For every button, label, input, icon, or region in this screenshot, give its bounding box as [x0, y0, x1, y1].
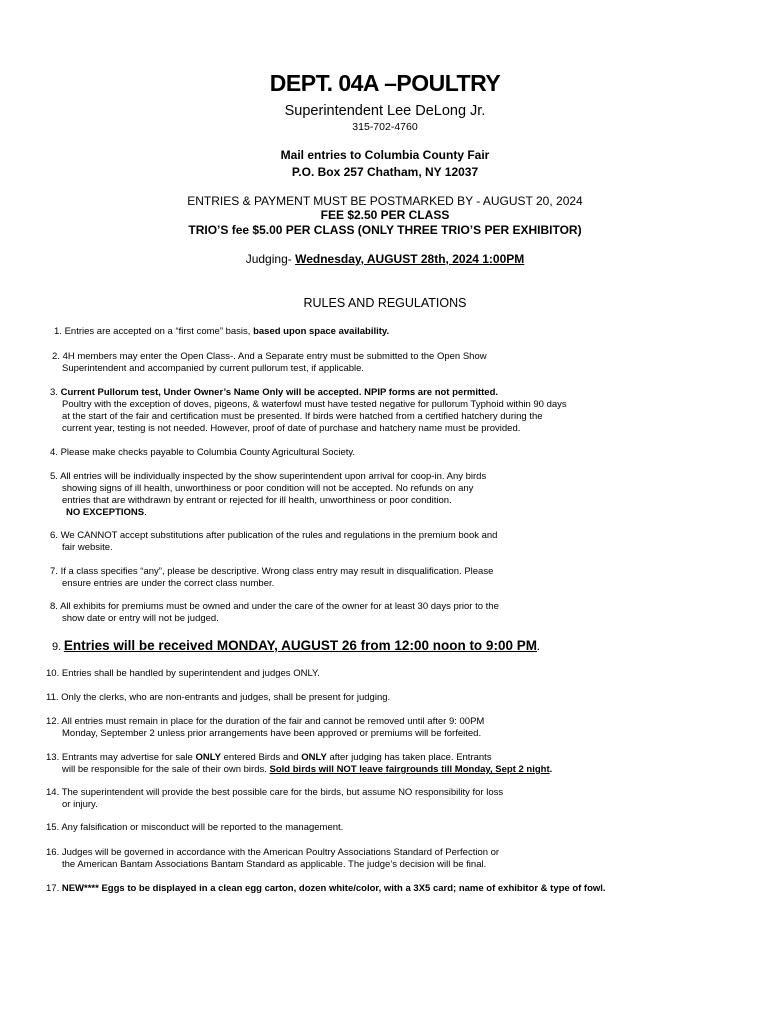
rule-text-cont: at the start of the fair and certification must be presented. If birds were hatched from a certified hatchery during the [62, 411, 543, 422]
rule-number: 11. [46, 692, 59, 703]
rule-11 [46, 692, 746, 704]
rule-text: All entries must remain in place for the duration of the fair and cannot be removed until after 9: 00PM [61, 716, 485, 727]
rule-text: Please make checks payable to Columbia County Agricultural Society. [60, 447, 356, 458]
rule-number: 12. [46, 716, 60, 727]
rule-text-cont: Superintendent and accompanied by current pullorum test, if applicable. [62, 363, 365, 374]
rule-text-cont: show date or entry will not be judged. [62, 613, 219, 624]
rule-text-cont: will be responsible for the sale of their own birds. [62, 764, 267, 775]
rule-2 [46, 351, 746, 375]
class-fee: FEE $2.50 PER CLASS [320, 208, 450, 222]
rule-text: Only the clerks, who are non-entrants and judges, shall be present for judging. [61, 692, 391, 703]
rule-17 [46, 883, 746, 895]
page-title: DEPT. 04A –POULTRY [269, 70, 501, 96]
rule-3 [46, 387, 746, 435]
rule-text: Entries are accepted on a “first come” basis, [64, 326, 251, 337]
rule-number: 13. [46, 752, 60, 763]
judging-label: Judging- [245, 252, 292, 266]
rule-16 [46, 847, 746, 871]
rule-text-cont: Poultry with the exception of doves, pigeons, & waterfowl must have tested negative for pullorum Typhoid within 90 days [62, 399, 567, 410]
rule-text: The superintendent will provide the best possible care for the birds, but assume NO responsibility for loss [61, 787, 504, 798]
rule-10 [46, 668, 746, 680]
rule-text: Entrants may advertise for sale [61, 752, 193, 763]
rule-text: entered Birds and [223, 752, 299, 763]
mail-entries-line: Mail entries to Columbia County Fair [280, 148, 490, 162]
rule-text: Entries shall be handled by superintendent and judges ONLY. [61, 668, 320, 679]
trio-fee: TRIO’S fee $5.00 PER CLASS (ONLY THREE TRIO’S PER EXHIBITOR) [188, 223, 582, 237]
rule-text-cont: fair website. [62, 542, 113, 553]
rule-number: 7. [50, 566, 58, 577]
rule-text: All exhibits for premiums must be owned and under the care of the owner for at least 30 days prior to the [60, 601, 499, 612]
rule-8 [46, 601, 746, 625]
rule-1 [46, 326, 746, 338]
rule-number: 6. [50, 530, 58, 541]
rule-text-cont: current year, testing is not needed. However, proof of date of purchase and hatchery name must be provided. [62, 423, 521, 434]
rule-number: 9. [52, 641, 62, 653]
rule-bold-text: Sold birds will NOT leave fairgrounds till Monday, Sept 2 night [269, 764, 550, 775]
rule-number: 16. [46, 847, 60, 858]
rule-9 [46, 637, 746, 656]
rule-number: 15. [46, 822, 60, 833]
rule-15 [46, 822, 746, 834]
rule-period: . [144, 507, 147, 518]
rule-bold-text: NEW**** Eggs to be displayed in a clean egg carton, dozen white/color, with a 3X5 card; name of exhibitor & type of fowl. [61, 883, 606, 894]
rule-bold-text: based upon space availability. [253, 326, 390, 337]
mail-address-line: P.O. Box 257 Chatham, NY 12037 [291, 165, 479, 179]
rule-text-cont: entries that are withdrawn by entrant or rejected for ill health, unworthiness or poor condition. [62, 495, 452, 506]
rule-period: . [536, 642, 540, 653]
rule-bold-text: Current Pullorum test, Under Owner’s Name Only will be accepted. NPIP forms are not permitted. [60, 387, 499, 398]
rule-bold-text: ONLY [195, 752, 221, 763]
rule-number: 5. [50, 471, 58, 482]
rule-text: If a class specifies “any”, please be descriptive. Wrong class entry may result in disqualification. Please [60, 566, 494, 577]
rule-number: 8. [50, 601, 58, 612]
rule-text-cont: or injury. [62, 799, 98, 810]
superintendent-name: Superintendent Lee DeLong Jr. [284, 103, 486, 119]
rule-text: All entries will be individually inspected by the show superintendent upon arrival for coop-in. Any birds [60, 471, 487, 482]
judging-line [0, 252, 770, 266]
rule-12 [46, 716, 746, 740]
rule-text: We CANNOT accept substitutions after publication of the rules and regulations in the premium book and [60, 530, 498, 541]
rule-bold-text: Entries will be received MONDAY, AUGUST 26 from 12:00 noon to 9:00 PM [63, 638, 537, 653]
rule-text: 4H members may enter the Open Class-. And a Separate entry must be submitted to the Open Show [62, 351, 487, 362]
rule-text: Judges will be governed in accordance with the American Poultry Associations Standard of Perfection or [61, 847, 500, 858]
postmark-deadline: ENTRIES & PAYMENT MUST BE POSTMARKED BY - AUGUST 20, 2024 [187, 194, 583, 208]
rule-bold-text: NO EXCEPTIONS [66, 507, 145, 518]
rule-number: 10. [46, 668, 60, 679]
rule-number: 17. [46, 883, 60, 894]
rule-5 [46, 471, 746, 519]
rule-number: 1. [54, 326, 62, 337]
rule-period: . [549, 764, 553, 775]
rule-bold-text: ONLY [301, 752, 327, 763]
phone-number: 315-702-4760 [352, 121, 418, 133]
rule-13 [46, 752, 746, 776]
rules-heading: RULES AND REGULATIONS [303, 296, 467, 310]
rule-text-cont: showing signs of ill health, unworthiness or poor condition will not be accepted. No refunds on any [62, 483, 474, 494]
rule-text-cont: the American Bantam Associations Bantam Standard as applicable. The judge’s decision will be final. [62, 859, 487, 870]
judging-date: Wednesday, AUGUST 28th, 2024 1:00PM [295, 252, 525, 266]
rule-14 [46, 787, 746, 811]
rule-text: after judging has taken place. Entrants [329, 752, 492, 763]
rule-text-cont: Monday, September 2 unless prior arrangements have been approved or premiums will be forfeited. [62, 728, 482, 739]
rule-number: 2. [52, 351, 60, 362]
rule-number: 3. [50, 387, 58, 398]
rule-7 [46, 566, 746, 590]
rule-text: Any falsification or misconduct will be reported to the management. [61, 822, 344, 833]
rule-number: 14. [46, 787, 60, 798]
rule-text-cont: ensure entries are under the correct class number. [62, 578, 275, 589]
rule-4 [46, 447, 746, 459]
rule-6 [46, 530, 746, 554]
rule-number: 4. [50, 447, 58, 458]
